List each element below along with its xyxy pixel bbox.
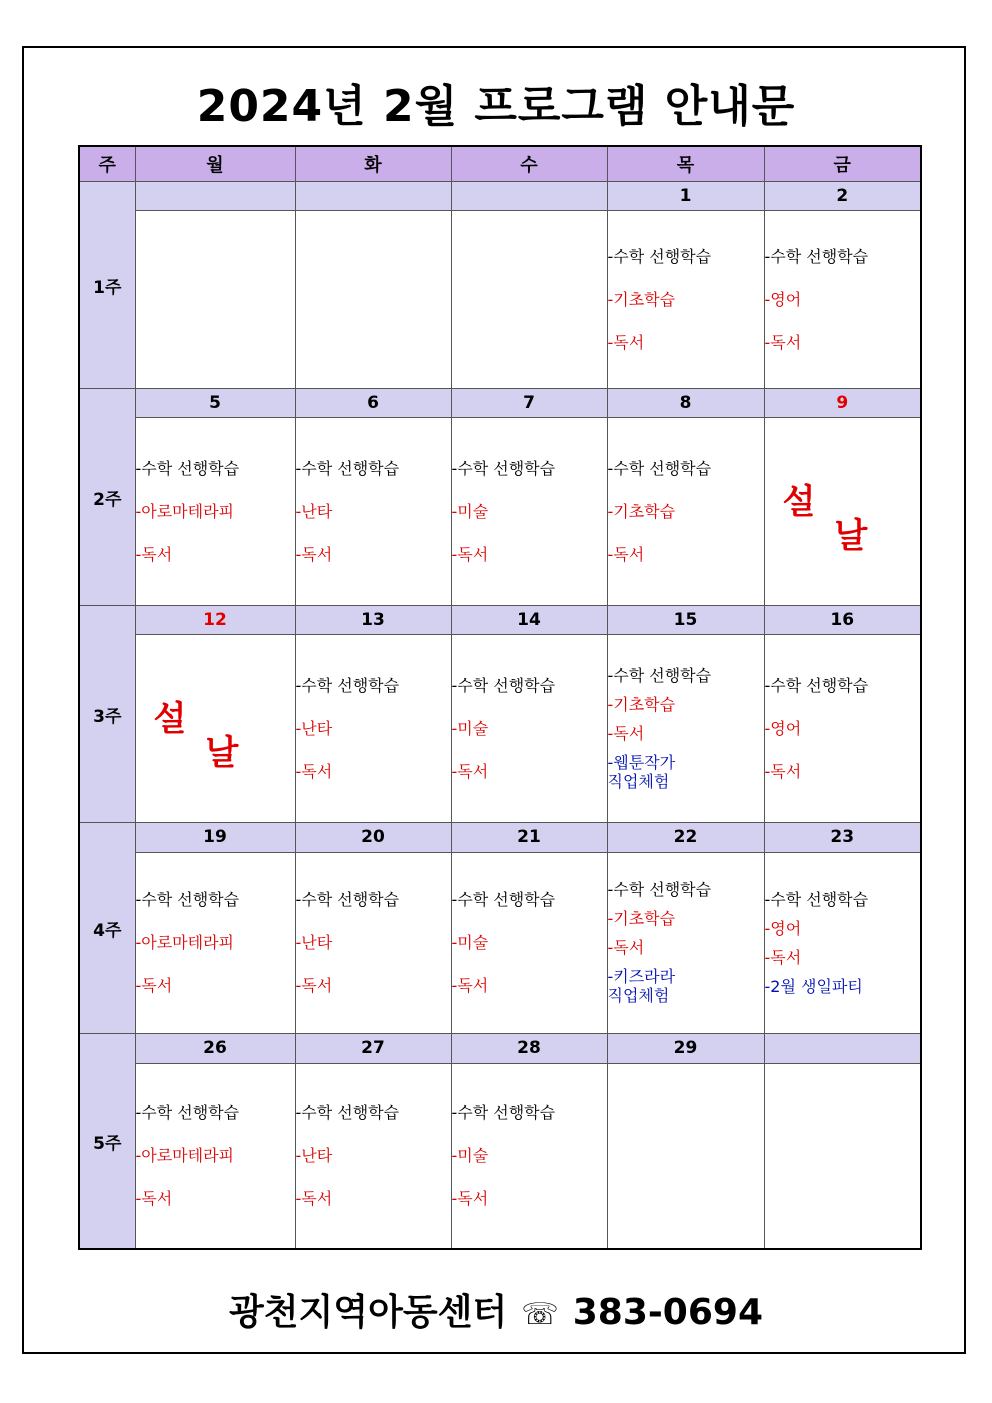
program-cell <box>295 418 451 606</box>
program-cell <box>607 211 764 389</box>
program-item: -독서 <box>135 545 173 565</box>
program-item: -독서 <box>607 724 645 744</box>
program-cell <box>135 1063 295 1249</box>
program-item: -아로마테라피 <box>135 933 235 953</box>
week-label: 1주 <box>79 182 135 389</box>
date-cell <box>764 1034 921 1063</box>
date-cell: 26 <box>135 1034 295 1063</box>
program-item: -독서 <box>135 1189 173 1209</box>
program-item: -수학 선행학습 <box>295 459 400 479</box>
header-day: 월 <box>135 146 295 182</box>
date-cell: 15 <box>607 606 764 635</box>
program-cell <box>764 1063 921 1249</box>
program-item: -수학 선행학습 <box>607 459 712 479</box>
program-item: -독서 <box>451 762 489 782</box>
date-cell: 13 <box>295 606 451 635</box>
program-item: -독서 <box>451 976 489 996</box>
program-item: -미술 <box>451 1146 489 1166</box>
program-item: -독서 <box>764 947 802 967</box>
program-cell <box>135 852 295 1034</box>
date-cell: 27 <box>295 1034 451 1063</box>
program-cell <box>764 635 921 823</box>
program-item: -수학 선행학습 <box>295 1103 400 1123</box>
program-item: -독서 <box>295 1189 333 1209</box>
date-cell <box>451 182 607 211</box>
date-cell: 29 <box>607 1034 764 1063</box>
program-cell <box>764 418 921 606</box>
week-label: 4주 <box>79 823 135 1034</box>
program-item: -독서 <box>607 545 645 565</box>
holiday-char: 설 <box>782 481 816 522</box>
program-item: -수학 선행학습 <box>295 890 400 910</box>
program-item: -수학 선행학습 <box>607 247 712 267</box>
program-item: -수학 선행학습 <box>295 676 400 696</box>
program-cell <box>607 852 764 1034</box>
program-item: -난타 <box>295 719 333 739</box>
program-calendar <box>78 145 922 1250</box>
date-cell: 9 <box>764 389 921 418</box>
program-item: -독서 <box>295 545 333 565</box>
date-row <box>79 823 921 852</box>
header-day: 금 <box>764 146 921 182</box>
program-item: -수학 선행학습 <box>607 880 712 900</box>
program-item: -독서 <box>607 938 645 958</box>
program-cell <box>451 418 607 606</box>
holiday-seollal <box>136 669 295 789</box>
program-item: -기초학습 <box>607 909 676 929</box>
date-cell: 20 <box>295 823 451 852</box>
program-item: -미술 <box>451 502 489 522</box>
program-item: -수학 선행학습 <box>451 676 556 696</box>
program-item: -영어 <box>764 290 802 310</box>
program-item: -독서 <box>295 762 333 782</box>
date-cell: 8 <box>607 389 764 418</box>
date-cell: 14 <box>451 606 607 635</box>
week-label: 2주 <box>79 389 135 606</box>
date-cell: 7 <box>451 389 607 418</box>
center-name: 광천지역아동센터 <box>228 1292 508 1333</box>
holiday-char: 설 <box>153 698 187 739</box>
program-item: -미술 <box>451 719 489 739</box>
program-row <box>79 1063 921 1249</box>
holiday-seollal <box>765 452 921 572</box>
date-cell: 5 <box>135 389 295 418</box>
program-item: -아로마테라피 <box>135 502 235 522</box>
date-row <box>79 389 921 418</box>
program-item: -난타 <box>295 1146 333 1166</box>
program-item: -독서 <box>607 333 645 353</box>
program-item: -수학 선행학습 <box>764 676 869 696</box>
program-item: -난타 <box>295 933 333 953</box>
date-cell: 6 <box>295 389 451 418</box>
header-day: 화 <box>295 146 451 182</box>
program-cell <box>295 635 451 823</box>
phone-number: 383-0694 <box>572 1292 764 1333</box>
program-item: -독서 <box>764 333 802 353</box>
header-day: 목 <box>607 146 764 182</box>
program-cell <box>451 1063 607 1249</box>
program-item: -독서 <box>451 545 489 565</box>
date-cell: 2 <box>764 182 921 211</box>
program-cell <box>135 211 295 389</box>
holiday-char: 날 <box>834 515 868 556</box>
date-row <box>79 606 921 635</box>
program-cell <box>295 211 451 389</box>
program-item: -독서 <box>135 976 173 996</box>
program-item: -수학 선행학습 <box>135 1103 240 1123</box>
program-cell <box>451 635 607 823</box>
program-row <box>79 418 921 606</box>
program-item: -미술 <box>451 933 489 953</box>
program-cell <box>764 211 921 389</box>
date-cell <box>295 182 451 211</box>
date-cell: 16 <box>764 606 921 635</box>
program-item: -수학 선행학습 <box>451 1103 556 1123</box>
program-row <box>79 852 921 1034</box>
program-item: -독서 <box>764 762 802 782</box>
date-cell: 23 <box>764 823 921 852</box>
program-cell <box>295 852 451 1034</box>
program-item: -수학 선행학습 <box>451 890 556 910</box>
program-item: -독서 <box>295 976 333 996</box>
program-item: -기초학습 <box>607 695 676 715</box>
program-item: -난타 <box>295 502 333 522</box>
program-item: -웹툰작가 직업체험 <box>607 753 676 792</box>
program-item: -수학 선행학습 <box>607 666 712 686</box>
program-cell <box>451 211 607 389</box>
program-item: -수학 선행학습 <box>764 247 869 267</box>
date-cell: 12 <box>135 606 295 635</box>
page-title: 2024년 2월 프로그램 안내문 <box>196 81 796 132</box>
date-row <box>79 1034 921 1063</box>
date-cell: 28 <box>451 1034 607 1063</box>
program-cell <box>451 852 607 1034</box>
program-cell <box>135 418 295 606</box>
program-item: -수학 선행학습 <box>451 459 556 479</box>
program-item: -아로마테라피 <box>135 1146 235 1166</box>
program-cell <box>295 1063 451 1249</box>
program-cell <box>764 852 921 1034</box>
footer-contact <box>0 1284 992 1335</box>
program-cell <box>607 1063 764 1249</box>
date-cell <box>135 182 295 211</box>
date-row <box>79 182 921 211</box>
program-cell <box>607 635 764 823</box>
program-item: -수학 선행학습 <box>135 459 240 479</box>
program-item: -기초학습 <box>607 290 676 310</box>
program-item: -수학 선행학습 <box>135 890 240 910</box>
date-cell: 22 <box>607 823 764 852</box>
program-item: -기초학습 <box>607 502 676 522</box>
week-label: 5주 <box>79 1034 135 1249</box>
program-item: -수학 선행학습 <box>764 889 869 909</box>
holiday-char: 날 <box>205 732 239 773</box>
program-item: -영어 <box>764 719 802 739</box>
program-cell <box>135 635 295 823</box>
program-row <box>79 635 921 823</box>
program-item: -2월 생일파티 <box>764 976 863 996</box>
program-item: -영어 <box>764 918 802 938</box>
program-row <box>79 211 921 389</box>
header-week: 주 <box>79 146 135 182</box>
date-cell: 19 <box>135 823 295 852</box>
header-day: 수 <box>451 146 607 182</box>
program-item: -독서 <box>451 1189 489 1209</box>
date-cell: 1 <box>607 182 764 211</box>
week-label: 3주 <box>79 606 135 823</box>
program-cell <box>607 418 764 606</box>
calendar-header-row <box>79 146 921 182</box>
date-cell: 21 <box>451 823 607 852</box>
program-item: -키즈라라 직업체험 <box>607 967 676 1006</box>
phone-icon: ☏ <box>521 1297 559 1332</box>
